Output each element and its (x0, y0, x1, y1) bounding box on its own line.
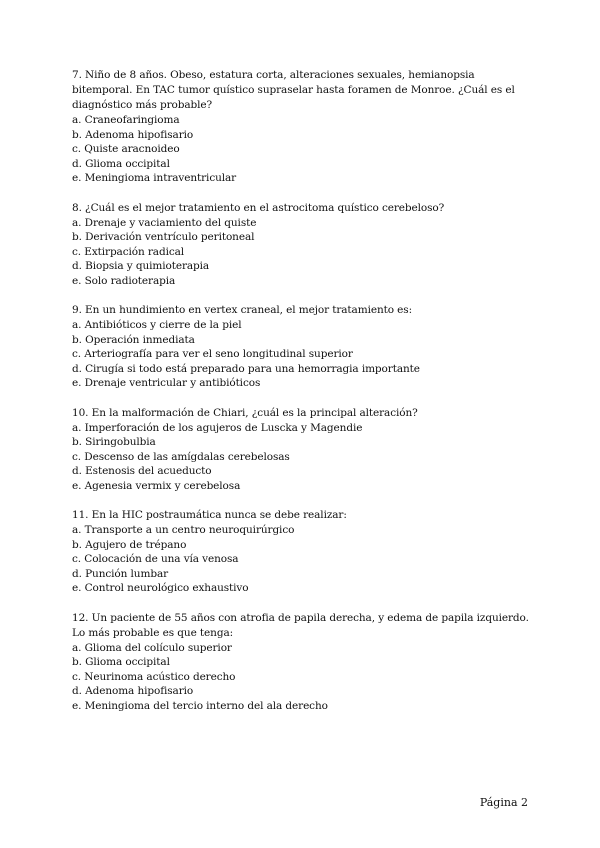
option-d: d. Adenoma hipofisario (72, 685, 194, 697)
option-b: b. Siringobulbia (72, 436, 156, 448)
option-list (72, 318, 536, 391)
question-stem: 8. ¿Cuál es el mejor tratamiento en el astrocitoma quístico cerebeloso? (72, 201, 445, 214)
question-stem: 10. En la malformación de Chiari, ¿cuál es la principal alteración? (72, 406, 418, 419)
option-a: a. Craneofaringioma (72, 114, 180, 126)
option-d: d. Cirugía si todo está preparado para una hemorragia importante (72, 362, 420, 375)
option-b: b. Glioma occipital (72, 656, 170, 668)
option-e: e. Solo radioterapia (72, 274, 176, 287)
option-c: c. Descenso de las amígdalas cerebelosas (72, 450, 290, 463)
question-9 (72, 303, 536, 391)
question-stem: 12. Un paciente de 55 años con atrofia de papila derecha, y edema de papila izquierdo. Lo más probable es que tenga: (72, 611, 529, 639)
question-11 (72, 508, 536, 596)
option-b: b. Adenoma hipofisario (72, 128, 194, 141)
option-d: d. Glioma occipital (72, 157, 170, 170)
option-a: a. Glioma del colículo superior (72, 641, 232, 654)
question-10 (72, 406, 536, 494)
option-d: d. Punción lumbar (72, 567, 169, 580)
page-number: Página 2 (479, 796, 528, 809)
option-d: d. Estenosis del acueducto (72, 465, 212, 477)
option-a: a. Imperforación de los agujeros de Luscka y Magendie (72, 421, 363, 434)
option-a: a. Antibióticos y cierre de la piel (72, 319, 242, 331)
question-stem: 9. En un hundimiento en vertex craneal, el mejor tratamiento es: (72, 304, 413, 316)
option-e: e. Drenaje ventricular y antibióticos (72, 377, 261, 389)
option-c: c. Extirpación radical (72, 245, 185, 258)
option-b: b. Derivación ventrículo peritoneal (72, 231, 255, 243)
option-b: b. Agujero de trépano (72, 538, 187, 551)
question-12 (72, 611, 536, 714)
option-e: e. Control neurológico exhaustivo (72, 582, 249, 594)
option-a: a. Drenaje y vaciamiento del quiste (72, 216, 257, 229)
option-e: e. Meningioma intraventricular (72, 172, 237, 184)
option-b: b. Operación inmediata (72, 333, 195, 346)
question-8 (72, 201, 536, 289)
option-c: c. Colocación de una vía venosa (72, 553, 239, 565)
option-list (72, 641, 536, 714)
document-page (72, 68, 536, 728)
option-list (72, 523, 536, 596)
question-stem: 7. Niño de 8 años. Obeso, estatura corta, alteraciones sexuales, hemianopsia bitemporal. En TAC tumor quístico supraselar hasta foramen de Monroe. ¿Cuál es el diagnóstico más probable? (72, 69, 515, 111)
option-e: e. Agenesia vermix y cerebelosa (72, 479, 241, 492)
option-list (72, 113, 536, 186)
option-c: c. Arteriografía para ver el seno longitudinal superior (72, 348, 353, 360)
option-list (72, 421, 536, 494)
option-d: d. Biopsia y quimioterapia (72, 260, 210, 272)
option-c: c. Quiste aracnoideo (72, 143, 180, 155)
question-7 (72, 68, 536, 186)
option-c: c. Neurinoma acústico derecho (72, 670, 236, 683)
option-list (72, 216, 536, 289)
option-e: e. Meningioma del tercio interno del ala derecho (72, 699, 328, 712)
question-stem: 11. En la HIC postraumática nunca se debe realizar: (72, 509, 347, 521)
option-a: a. Transporte a un centro neuroquirúrgico (72, 524, 295, 536)
